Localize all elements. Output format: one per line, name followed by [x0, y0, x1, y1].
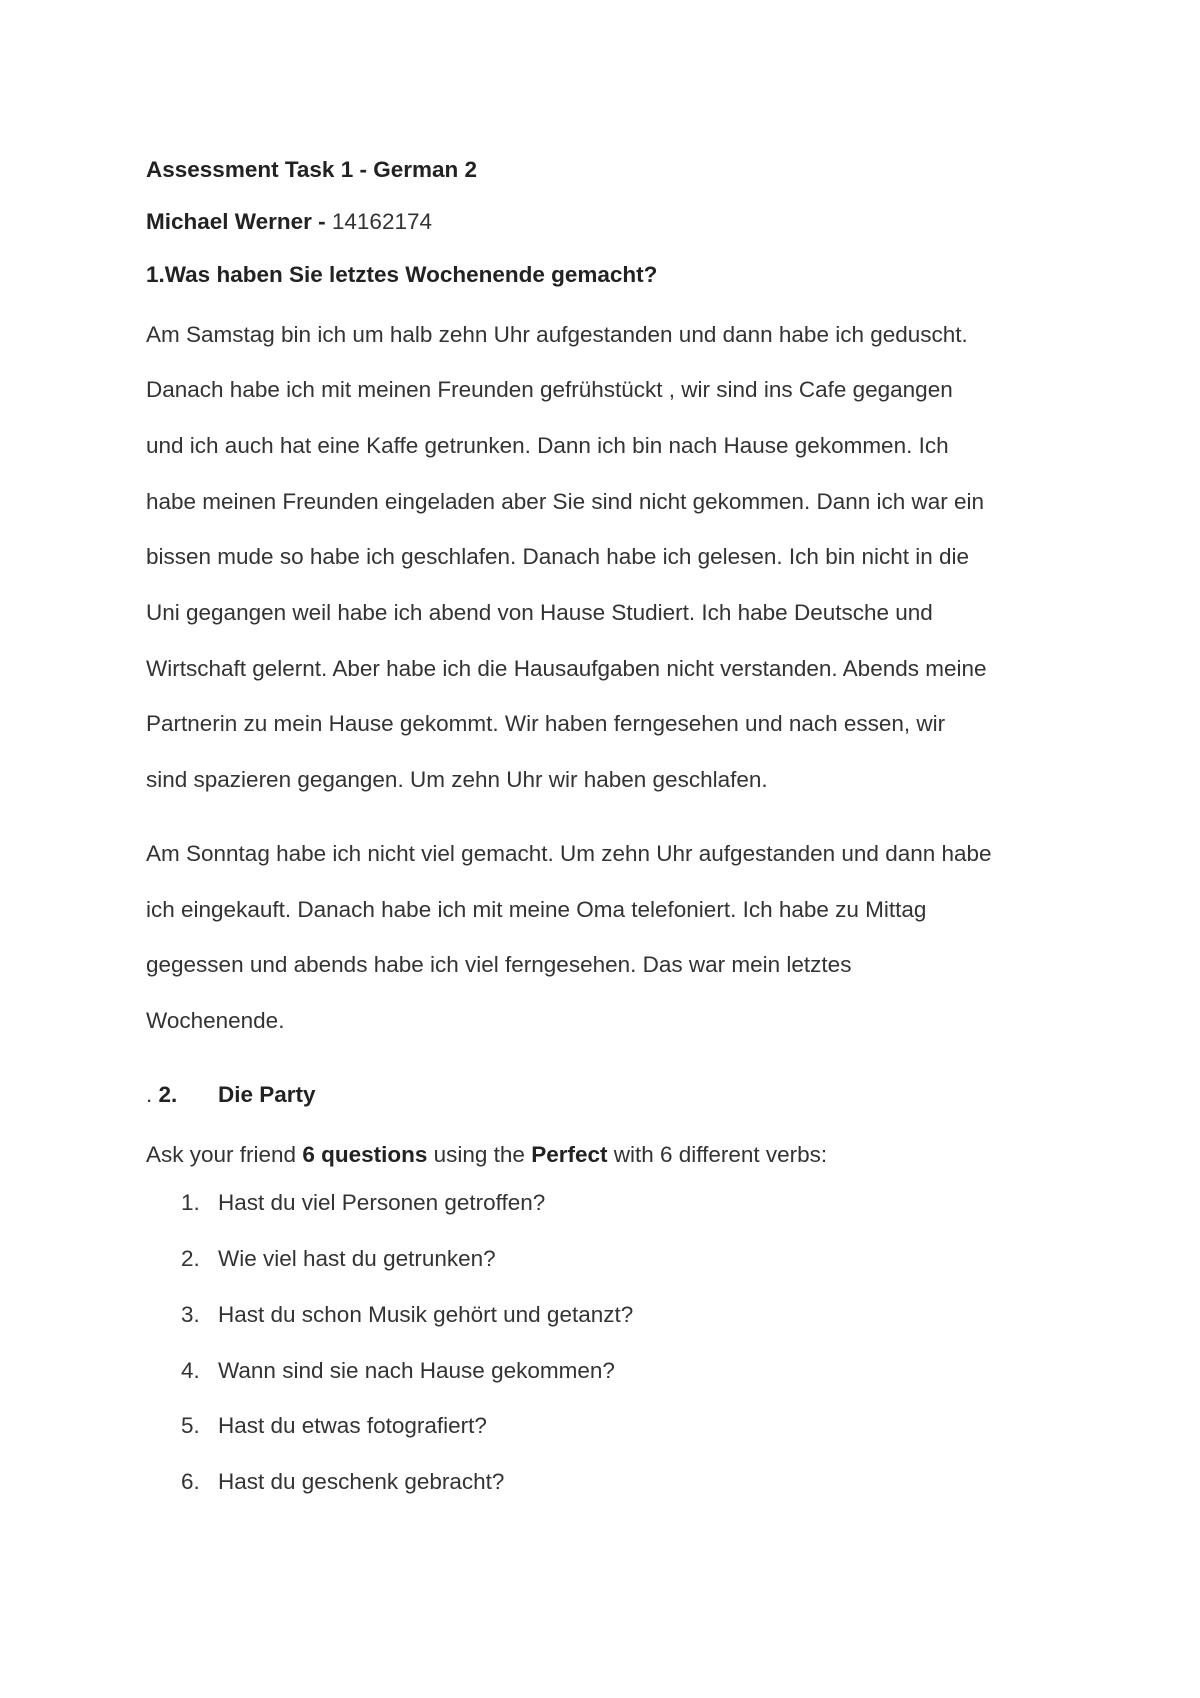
question-text: Wann sind sie nach Hause gekommen?	[218, 1358, 615, 1383]
section2-heading-line	[146, 1080, 177, 1110]
student-id: 14162174	[331, 209, 432, 234]
instruction-bold-questions: 6 questions	[302, 1142, 428, 1167]
question-number: 4.	[181, 1358, 200, 1383]
section2-number: 2.	[158, 1082, 178, 1107]
question-number: 2.	[181, 1246, 200, 1271]
paragraph1-line: und ich auch hat eine Kaffe getrunken. Dann ich bin nach Hause gekommen. Ich	[146, 433, 949, 458]
paragraph1-line: Am Samstag bin ich um halb zehn Uhr aufgestanden und dann habe ich geduscht.	[146, 322, 968, 347]
author-line	[146, 207, 432, 237]
question-number: 6.	[181, 1469, 200, 1494]
instruction-text: Ask your friend	[146, 1142, 303, 1167]
paragraph1-line: Wirtschaft gelernt. Aber habe ich die Hausaufgaben nicht verstanden. Abends meine	[146, 656, 987, 681]
question-text: Hast du viel Personen getroffen?	[218, 1190, 546, 1215]
document-title: Assessment Task 1 - German 2	[146, 157, 477, 182]
paragraph2-line: Am Sonntag habe ich nicht viel gemacht. Um zehn Uhr aufgestanden und dann habe	[146, 841, 992, 866]
paragraph2-line: Wochenende.	[146, 1008, 285, 1033]
question-text: Hast du etwas fotografiert?	[218, 1413, 487, 1438]
instruction-text: using the	[427, 1142, 532, 1167]
section2-prefix: .	[146, 1082, 159, 1107]
question-text: Wie viel hast du getrunken?	[218, 1246, 496, 1271]
paragraph1-line: Danach habe ich mit meinen Freunden gefrühstückt , wir sind ins Cafe gegangen	[146, 377, 953, 402]
author-name: Michael Werner -	[146, 209, 332, 234]
paragraph1-line: bissen mude so habe ich geschlafen. Danach habe ich gelesen. Ich bin nicht in die	[146, 544, 970, 569]
paragraph1-line: habe meinen Freunden eingeladen aber Sie sind nicht gekommen. Dann ich war ein	[146, 489, 985, 514]
paragraph1-line: Uni gegangen weil habe ich abend von Hause Studiert. Ich habe Deutsche und	[146, 600, 933, 625]
instruction-text: with 6 different verbs:	[607, 1142, 828, 1167]
instruction-bold-perfect: Perfect	[531, 1142, 608, 1167]
section2-heading: Die Party	[218, 1082, 316, 1107]
question-text: Hast du geschenk gebracht?	[218, 1469, 505, 1494]
paragraph1-line: Partnerin zu mein Hause gekommt. Wir haben ferngesehen und nach essen, wir	[146, 711, 946, 736]
question-number: 5.	[181, 1413, 200, 1438]
paragraph2-line: ich eingekauft. Danach habe ich mit meine Oma telefoniert. Ich habe zu Mittag	[146, 897, 927, 922]
question-number: 1.	[181, 1190, 200, 1215]
section2-instruction	[146, 1140, 827, 1170]
paragraph1-line: sind spazieren gegangen. Um zehn Uhr wir haben geschlafen.	[146, 767, 768, 792]
question-number: 3.	[181, 1302, 200, 1327]
paragraph2-line: gegessen und abends habe ich viel ferngesehen. Das war mein letztes	[146, 952, 852, 977]
question-text: Hast du schon Musik gehört und getanzt?	[218, 1302, 634, 1327]
section1-heading: 1.Was haben Sie letztes Wochenende gemacht?	[146, 262, 658, 287]
